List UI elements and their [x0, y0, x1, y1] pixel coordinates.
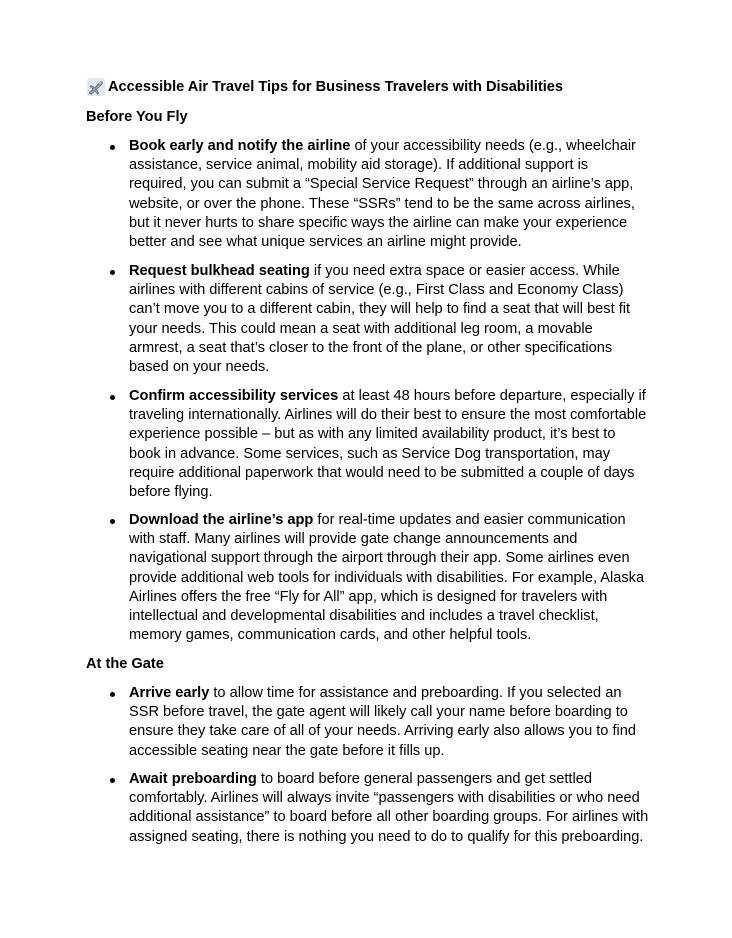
- document-title: [86, 78, 563, 98]
- list-item-text: to board before general passengers and get settled comfortably. Airlines will always invite “passengers with disabilities or who need additional assistance” to board before all other boarding groups. For airlines with assigned seating, there is nothing you need to do to qualify for this preboarding.: [129, 771, 649, 845]
- title-text: Accessible Air Travel Tips for Business Travelers with Disabilities: [108, 79, 564, 96]
- bullet-icon: [110, 395, 115, 400]
- bullet-icon: [110, 145, 115, 150]
- list-item-lead: Book early and notify the airline: [129, 138, 351, 154]
- bullet-icon: [110, 270, 115, 275]
- list-item: [129, 387, 649, 502]
- list-item-lead: Confirm accessibility services: [129, 388, 339, 404]
- list-item-text: at least 48 hours before departure, especially if traveling internationally. Airlines will do their best to ensure the most comfortable experience possible – but as with any limited availability product, it’s best to book in advance. Some services, such as Service Dog transportation, may require additional paperwork that would need to be submitted a couple of days before flying.: [129, 388, 647, 501]
- bullet-icon: [110, 778, 115, 783]
- list-item-lead: Await preboarding: [129, 771, 257, 787]
- list-item: [129, 511, 649, 645]
- list-item: [129, 262, 649, 377]
- section-heading-at-the-gate: At the Gate: [86, 656, 164, 672]
- list-item-text: of your accessibility needs (e.g., wheelchair assistance, service animal, mobility aid storage). If additional support is required, you can submit a “Special Service Request” through an airline’s app, website, or over the phone. These “SSRs” tend to be the same across airlines, but it never hurts to share specific ways the airline can make your experience better and see what unique services an airline might provide.: [129, 138, 636, 251]
- list-item: [129, 684, 649, 761]
- list-item-lead: Arrive early: [129, 685, 210, 701]
- list-item: [129, 770, 649, 847]
- bullet-icon: [110, 519, 115, 524]
- list-item-lead: Download the airline’s app: [129, 512, 314, 528]
- list-item-text: if you need extra space or easier access. While airlines with different cabins of service (e.g., First Class and Economy Class) can’t move you to a different cabin, they will help to find a seat that will best fit your needs. This could mean a seat with additional leg room, a movable armrest, a seat that’s closer to the front of the plane, or other specifications based on your needs.: [129, 263, 631, 376]
- list-item-text: for real-time updates and easier communication with staff. Many airlines will provide gate change announcements and navigational support through the airport through their app. Some airlines even provide additional web tools for individuals with disabilities. For example, Alaska Airlines offers the free “Fly for All” app, which is designed for travelers with intellectual and developmental disabilities and includes a travel checklist, memory games, communication cards, and other helpful tools.: [129, 512, 645, 644]
- bullet-icon: [110, 692, 115, 697]
- list-item-text: to allow time for assistance and preboarding. If you selected an SSR before travel, the gate agent will likely call your name before boarding to ensure they take care of all of your needs. Arriving early also allows you to find accessible seating near the gate before it fills up.: [129, 685, 636, 759]
- list-item: [129, 137, 649, 252]
- list-item-lead: Request bulkhead seating: [129, 263, 310, 279]
- airplane-icon: [86, 77, 106, 97]
- section-heading-before-you-fly: Before You Fly: [86, 109, 188, 125]
